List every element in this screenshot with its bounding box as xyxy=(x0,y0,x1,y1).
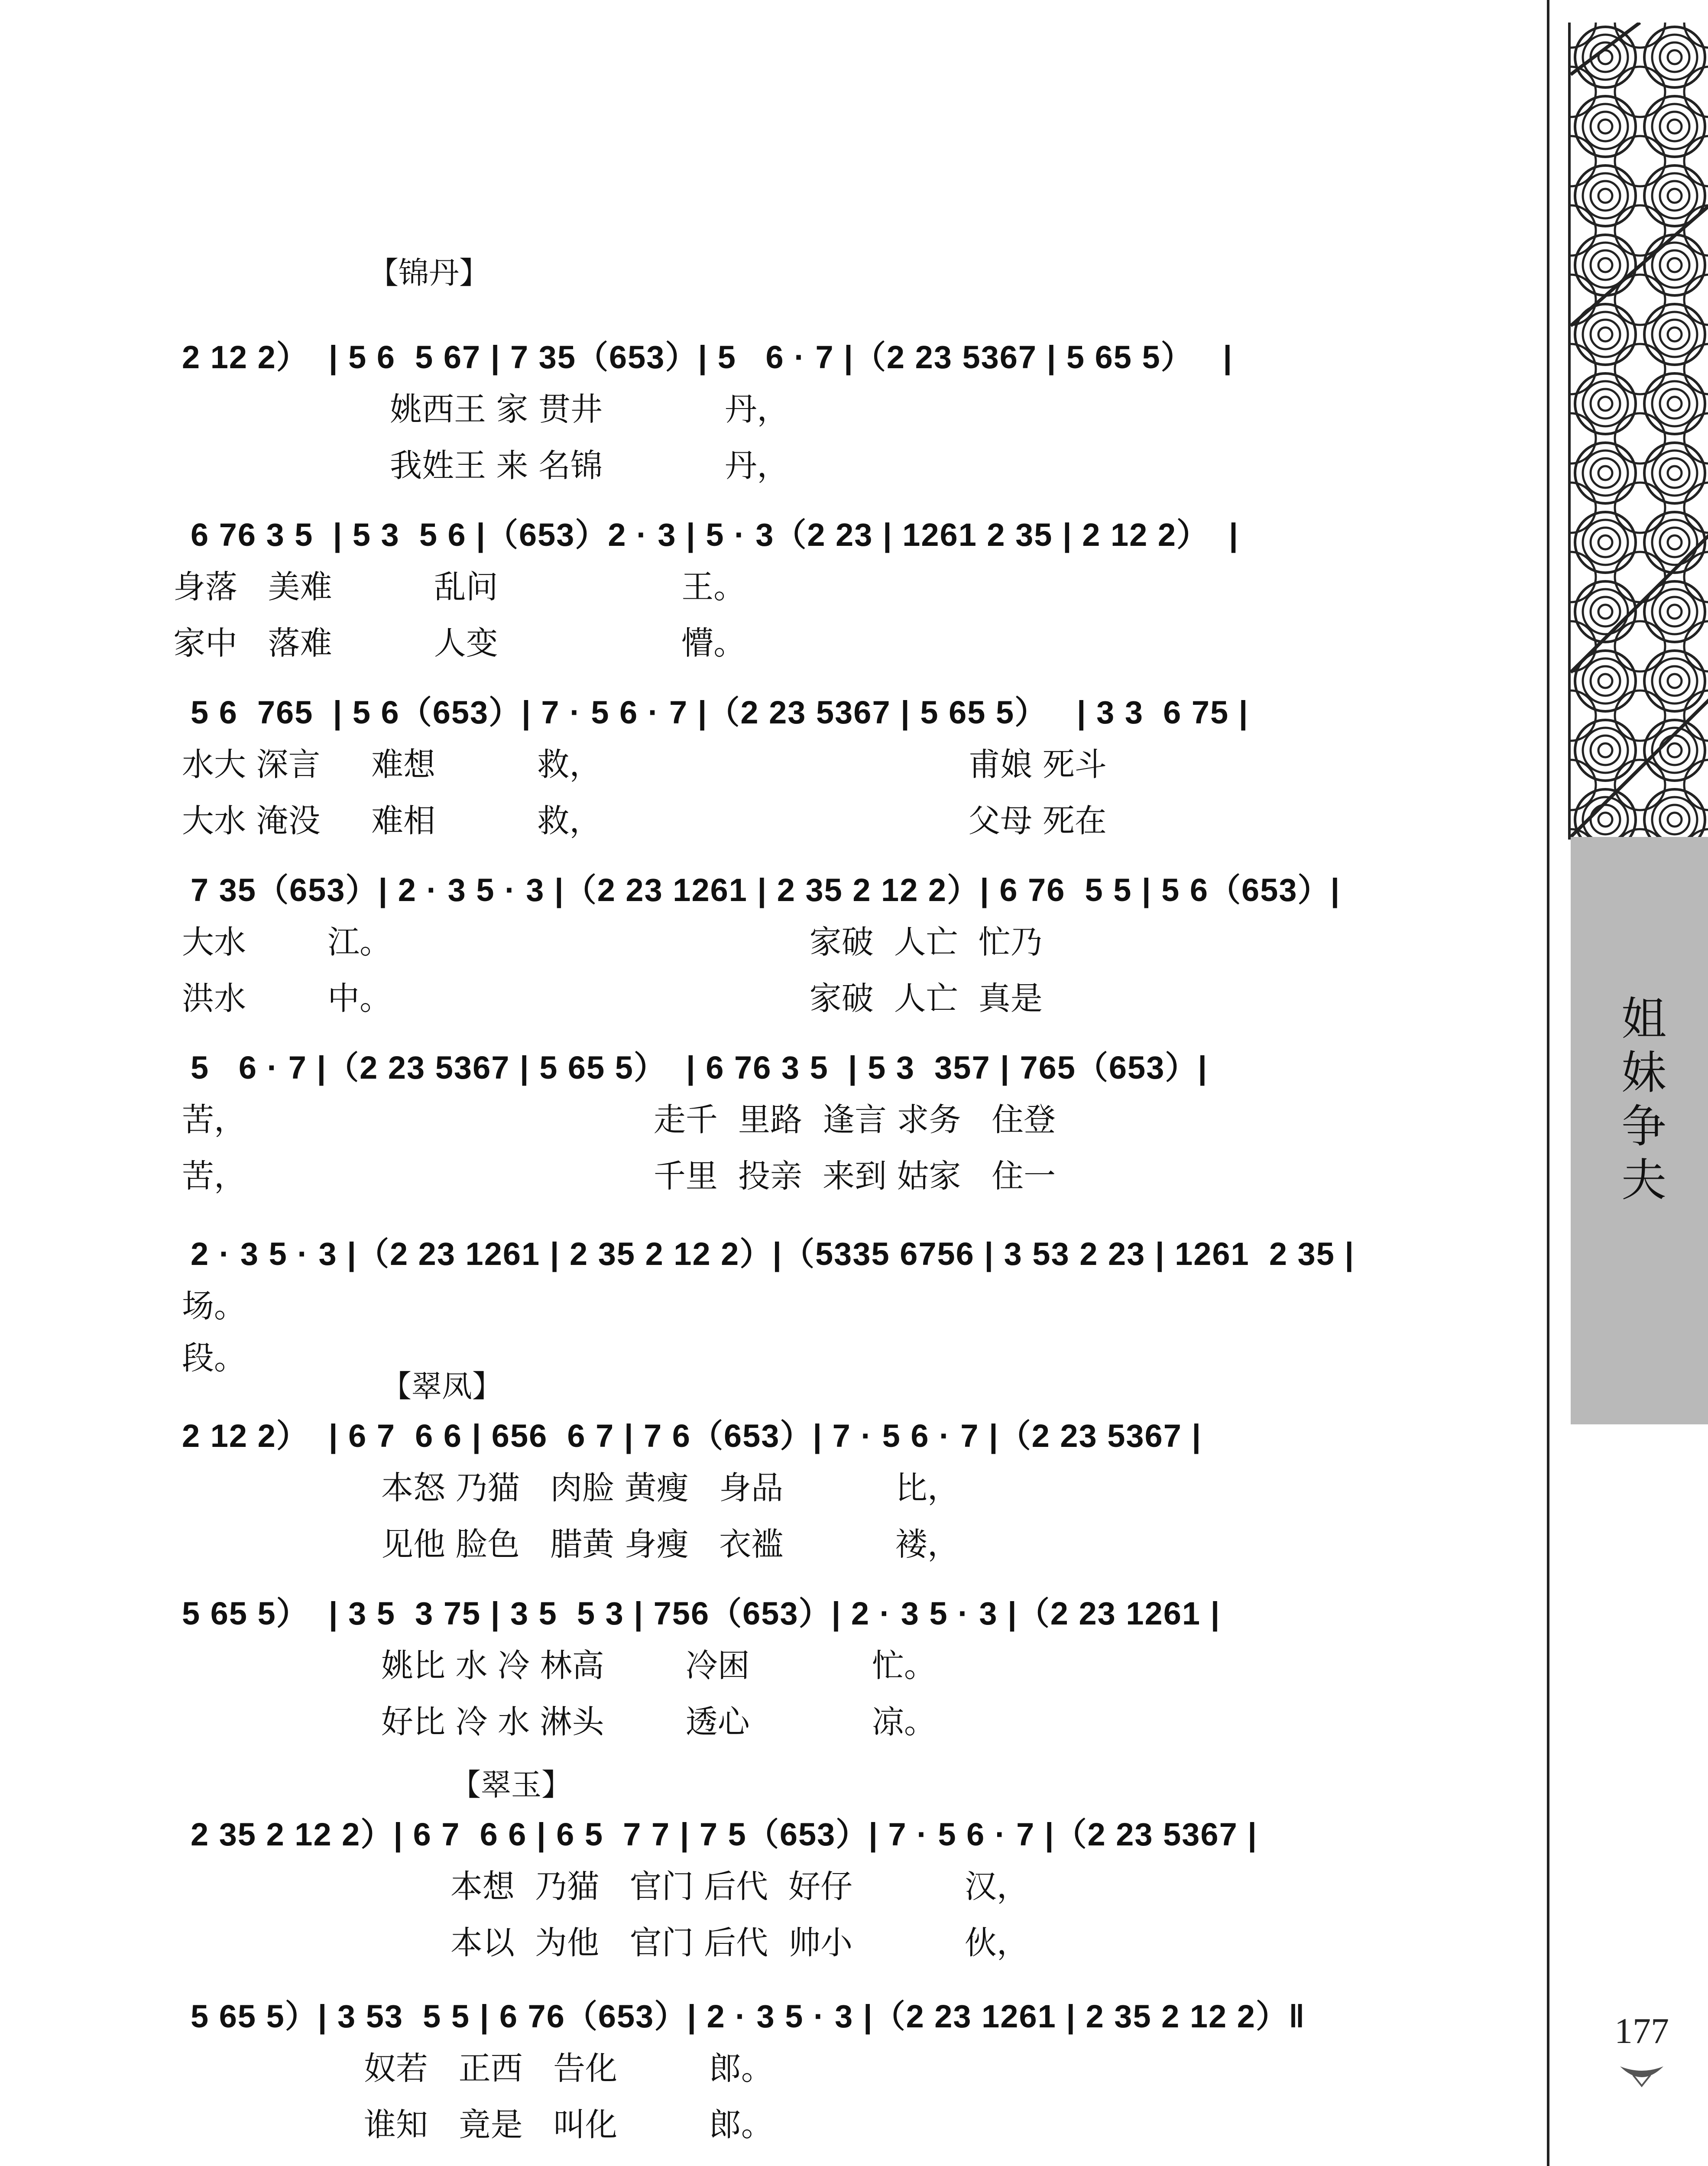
lyric-verse-1: 身落 美难 乱问 王。 xyxy=(173,568,746,606)
role-tag-cuifeng: 【翠凤】 xyxy=(381,1368,502,1404)
ornament-icon xyxy=(1616,2062,1668,2088)
chapter-title: 姐妹争夫 xyxy=(1621,992,1666,1206)
role-tag-jindan: 【锦丹】 xyxy=(368,255,489,291)
notation-line: 7 35（653）| 2 · 3 5 · 3 |（2 23 1261 | 2 35 2 12 2）| 6 76 5 5 | 5 6（653）| xyxy=(191,872,1341,908)
lyric-verse-2: 苦， 千里 投亲 来到 姑家 住一 xyxy=(182,1158,1056,1195)
lyric-verse-1: 奴若 正西 告化 郎。 xyxy=(364,2050,773,2087)
lyric-verse-1: 姚比 水 冷 林高 冷困 忙。 xyxy=(381,1647,937,1684)
lyric-verse-1: 苦， 走千 里路 逢言 求务 住登 xyxy=(182,1101,1056,1138)
lyric-verse-2: 家中 落难 人变 懵。 xyxy=(173,625,746,662)
notation-line: 2 35 2 12 2）| 6 7 6 6 | 6 5 7 7 | 7 5（653）| 7 · 5 6 · 7 |（2 23 5367 | xyxy=(191,1816,1258,1852)
role-tag-cuiyu: 【翠玉】 xyxy=(450,1767,572,1803)
margin-rule xyxy=(1547,0,1549,2166)
lyric-verse-2: 谁知 竟是 叫化 郎。 xyxy=(364,2106,773,2143)
notation-line: 5 6 · 7 |（2 23 5367 | 5 65 5） | 6 76 3 5 | 5 3 357 | 765（653）| xyxy=(191,1050,1208,1086)
lyric-verse-2: 好比 冷 水 淋头 透心 凉。 xyxy=(381,1703,937,1741)
notation-line: 5 65 5） | 3 5 3 75 | 3 5 5 3 | 756（653）| 2 · 3 5 · 3 |（2 23 1261 | xyxy=(182,1595,1221,1631)
lyric-verse-2: 大水 淹没 难相 救， 父母 死在 xyxy=(182,802,1107,840)
notation-line: 5 65 5）| 3 53 5 5 | 6 76（653）| 2 · 3 5 · 3 |（2 23 1261 | 2 35 2 12 2）‖ xyxy=(191,1998,1306,2034)
notation-line: 2 · 3 5 · 3 |（2 23 1261 | 2 35 2 12 2）|（5335 6756 | 3 53 2 23 | 1261 2 35 | xyxy=(191,1236,1355,1272)
lyric-verse-1: 本想 乃猫 官门 后代 好仔 汉， xyxy=(450,1868,1029,1905)
lyric-verse-2: 本以 为他 官门 后代 帅小 伙， xyxy=(450,1924,1029,1962)
lyric-verse-2: 段。 xyxy=(182,1339,246,1377)
notation-line: 6 76 3 5 | 5 3 5 6 |（653）2 · 3 | 5 · 3（2 23 | 1261 2 35 | 2 12 2） | xyxy=(191,517,1239,553)
lyric-verse-1: 水大 深言 难想 救， 甫娘 死斗 xyxy=(182,746,1107,783)
cloud-ornament-border xyxy=(1568,23,1708,840)
notation-line: 2 12 2） | 5 6 5 67 | 7 35（653）| 5 6 · 7 |（2 23 5367 | 5 65 5） | xyxy=(182,339,1233,375)
lyric-verse-2: 见他 脸色 腊黄 身瘦 衣褴 褛， xyxy=(381,1526,959,1563)
lyric-verse-1: 姚西王 家 贯井 丹， xyxy=(390,391,789,428)
page-number: 177 xyxy=(1614,2011,1669,2051)
lyric-verse-2: 洪水 中。 家破 人亡 真是 xyxy=(182,980,1043,1017)
notation-line: 2 12 2） | 6 7 6 6 | 656 6 7 | 7 6（653）| 7 · 5 6 · 7 |（2 23 5367 | xyxy=(182,1418,1202,1454)
lyric-verse-1: 本怒 乃猫 肉脸 黄瘦 身品 比， xyxy=(381,1469,959,1507)
cloud-pattern-icon xyxy=(1571,23,1708,837)
lyric-verse-1: 大水 江。 家破 人亡 忙乃 xyxy=(182,924,1043,961)
lyric-verse-2: 我姓王 来 名锦 丹， xyxy=(390,447,789,484)
notation-line: 5 6 765 | 5 6（653）| 7 · 5 6 · 7 |（2 23 5367 | 5 65 5） | 3 3 6 75 | xyxy=(191,694,1249,730)
lyric-verse-1: 场。 xyxy=(182,1287,246,1325)
